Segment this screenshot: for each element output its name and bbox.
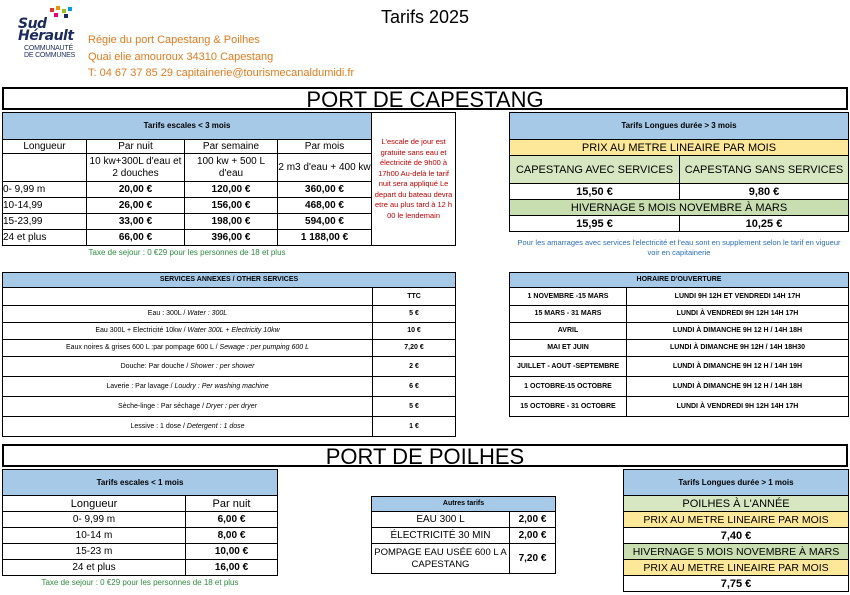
col-subheader: 100 kw + 500 L d'eau bbox=[185, 154, 278, 182]
service-price: 5 € bbox=[373, 306, 456, 323]
horaire-period: MAI ET JUIN bbox=[510, 340, 627, 357]
price-sans-services: 9,80 € bbox=[680, 184, 849, 200]
table-cell: 360,00 € bbox=[278, 182, 372, 198]
hivernage-price-avec: 15,95 € bbox=[510, 216, 680, 232]
capestang-avec-services: CAPESTANG AVEC SERVICES bbox=[510, 156, 680, 184]
logo-subtext: DE COMMUNES bbox=[24, 52, 76, 59]
table-cell: 120,00 € bbox=[185, 182, 278, 198]
col-header: Longueur bbox=[3, 140, 87, 154]
table-cell: 16,00 € bbox=[186, 560, 278, 576]
horaire-hours: LUNDI À DIMANCHE 9H 12H / 14H 18H30 bbox=[627, 340, 849, 357]
horaire-period: 1 NOVEMBRE -15 MARS bbox=[510, 288, 627, 306]
horaires-table bbox=[509, 272, 849, 417]
taxe-sejour-note: Taxe de sejour : 0 €29 pour les personnes de 18 et plus bbox=[88, 247, 286, 257]
logo-subtext: COMMUNAUTÉ bbox=[24, 45, 73, 52]
horaire-hours: LUNDI À DIMANCHE 9H 12 H / 14H 18H bbox=[627, 323, 849, 340]
escale-jour-note: L'escale de jour est gratuite sans eau et électricité de 9h00 à 17h00 Au-delà le tarif nuit sera appliqué Le depart du bateau devra etre au plus tard à 12 h 00 le lendemain bbox=[372, 113, 456, 246]
table-cell: 10,00 € bbox=[186, 544, 278, 560]
ttc-header: TTC bbox=[373, 288, 456, 306]
horaire-hours: LUNDI À VENDREDI 9H 12H 14H 17H bbox=[627, 306, 849, 323]
horaire-period: 15 MARS - 31 MARS bbox=[510, 306, 627, 323]
service-price: 6 € bbox=[373, 377, 456, 397]
service-label: Eaux noires & grises 600 L :par pompage 600 L / Sewage : per pumping 600 L bbox=[3, 340, 373, 357]
table-cell: 468,00 € bbox=[278, 198, 372, 214]
section-title-poilhes: PORT DE POILHES bbox=[2, 444, 848, 467]
table-cell: 33,00 € bbox=[87, 214, 185, 230]
col-header: Par mois bbox=[278, 140, 372, 154]
capestang-longues-table bbox=[509, 112, 849, 264]
table-cell: 66,00 € bbox=[87, 230, 185, 246]
capestang-escales-header: Tarifs escales < 3 mois bbox=[3, 113, 372, 140]
table-cell: 1 188,00 € bbox=[278, 230, 372, 246]
price-avec-services: 15,50 € bbox=[510, 184, 680, 200]
services-annexes-table bbox=[2, 272, 456, 437]
hivernage-price-sans: 10,25 € bbox=[680, 216, 849, 232]
col-subheader: 10 kw+300L d'eau et 2 douches bbox=[87, 154, 185, 182]
poilhes-annee: POILHES À L'ANNÉE bbox=[624, 496, 849, 512]
autre-label: POMPAGE EAU USÉE 600 L A CAPESTANG bbox=[372, 544, 510, 574]
table-cell: 0- 9,99 m bbox=[3, 182, 87, 198]
horaire-hours: LUNDI À VENDREDI 9H 12H 14H 17H bbox=[627, 397, 849, 417]
autres-tarifs-header: Autres tarifs bbox=[372, 497, 556, 512]
services-header: SERVICES ANNEXES / OTHER SERVICES bbox=[3, 273, 456, 288]
table-cell: 15-23,99 bbox=[3, 214, 87, 230]
service-price: 5 € bbox=[373, 397, 456, 417]
prix-metre-header: PRIX AU METRE LINEAIRE PAR MOIS bbox=[624, 512, 849, 528]
service-price: 2 € bbox=[373, 357, 456, 377]
autre-price: 2,00 € bbox=[510, 528, 556, 544]
capestang-escales-table bbox=[2, 112, 456, 260]
horaire-period: JUILLET - AOUT -SEPTEMBRE bbox=[510, 357, 627, 377]
hivernage-header: HIVERNAGE 5 MOIS NOVEMBRE À MARS bbox=[624, 544, 849, 560]
section-title-capestang: PORT DE CAPESTANG bbox=[2, 87, 848, 110]
poilhes-escales-table bbox=[2, 469, 278, 590]
table-cell: 594,00 € bbox=[278, 214, 372, 230]
table-cell: 15-23 m bbox=[3, 544, 186, 560]
poilhes-hivernage-price: 7,75 € bbox=[624, 576, 849, 592]
poilhes-longues-table bbox=[623, 469, 849, 592]
contact-line-2: Quai elie amouroux 34310 Capestang bbox=[88, 51, 274, 63]
service-label: Douche: Par douche / Shower : per shower bbox=[3, 357, 373, 377]
table-cell: 24 et plus bbox=[3, 230, 87, 246]
hivernage-header: HIVERNAGE 5 MOIS NOVEMBRE À MARS bbox=[510, 200, 849, 216]
table-cell: 24 et plus bbox=[3, 560, 186, 576]
table-cell: 396,00 € bbox=[185, 230, 278, 246]
taxe-sejour-note: Taxe de sejour : 0 €29 pour les personnes de 18 et plus bbox=[41, 577, 239, 587]
table-cell: 10-14,99 bbox=[3, 198, 87, 214]
autre-price: 7,20 € bbox=[510, 544, 556, 574]
capestang-sans-services: CAPESTANG SANS SERVICES bbox=[680, 156, 849, 184]
table-cell: 10-14 m bbox=[3, 528, 186, 544]
col-subheader bbox=[3, 154, 87, 182]
col-header: Longueur bbox=[3, 496, 186, 512]
horaire-hours: LUNDI À DIMANCHE 9H 12 H / 14H 19H bbox=[627, 357, 849, 377]
poilhes-longues-header: Tarifs Longues durée > 1 mois bbox=[624, 470, 849, 496]
service-label: Laverie : Par lavage / Loudry : Per washing machine bbox=[3, 377, 373, 397]
poilhes-annee-price: 7,40 € bbox=[624, 528, 849, 544]
autre-price: 2,00 € bbox=[510, 512, 556, 528]
document-title: Tarifs 2025 bbox=[380, 7, 470, 27]
horaire-hours: LUNDI 9H 12H ET VENDREDI 14H 17H bbox=[627, 288, 849, 306]
col-subheader: 2 m3 d'eau + 400 kw bbox=[278, 154, 372, 182]
col-header: Par semaine bbox=[185, 140, 278, 154]
table-cell: 198,00 € bbox=[185, 214, 278, 230]
service-label: Eau : 300L / Water : 300L bbox=[3, 306, 373, 323]
amarrage-note: Pour les amarrages avec services l'electricité et l'eau sont en supplement selon le tarif en vigueur voir en capitainerie bbox=[517, 237, 841, 257]
prix-metre-header: PRIX AU METRE LINEAIRE PAR MOIS bbox=[624, 560, 849, 576]
horaires-header: HORAIRE D'OUVERTURE bbox=[510, 273, 849, 288]
service-label: Lessive : 1 dose / Detergent : 1 dose bbox=[3, 417, 373, 437]
autre-label: EAU 300 L bbox=[372, 512, 510, 528]
logo-text-sud: Sud bbox=[18, 16, 47, 32]
horaire-period: 1 OCTOBRE-15 OCTOBRE bbox=[510, 377, 627, 397]
table-cell: 156,00 € bbox=[185, 198, 278, 214]
horaire-hours: LUNDI À DIMANCHE 9H 12 H / 14H 18H bbox=[627, 377, 849, 397]
prix-metre-header: PRIX AU METRE LINEAIRE PAR MOIS bbox=[510, 140, 849, 156]
table-cell: 20,00 € bbox=[87, 182, 185, 198]
table-cell: 6,00 € bbox=[186, 512, 278, 528]
service-price: 7,20 € bbox=[373, 340, 456, 357]
horaire-period: 15 OCTOBRE - 31 OCTOBRE bbox=[510, 397, 627, 417]
service-label: Eau 300L + Electricité 10kw / Water 300L + Electricity 10kw bbox=[3, 323, 373, 340]
capestang-longues-header: Tarifs Longues durée > 3 mois bbox=[510, 113, 849, 140]
col-header: Par nuit bbox=[186, 496, 278, 512]
table-cell: 26,00 € bbox=[87, 198, 185, 214]
contact-line-1: Régie du port Capestang & Poilhes bbox=[88, 34, 260, 46]
contact-line-3: T: 04 67 37 85 29 capitainerie@tourismecanaldumidi.fr bbox=[88, 67, 355, 79]
horaire-period: AVRIL bbox=[510, 323, 627, 340]
poilhes-escales-header: Tarifs escales < 1 mois bbox=[3, 470, 278, 496]
autre-label: ÉLECTRICITÉ 30 MIN bbox=[372, 528, 510, 544]
table-cell: 0- 9,99 m bbox=[3, 512, 186, 528]
service-price: 1 € bbox=[373, 417, 456, 437]
logo-text-herault: Hérault bbox=[18, 28, 74, 44]
service-label: Sèche-linge : Par séchage / Dryer : per dryer bbox=[3, 397, 373, 417]
table-cell: 8,00 € bbox=[186, 528, 278, 544]
col-header: Par nuit bbox=[87, 140, 185, 154]
service-price: 10 € bbox=[373, 323, 456, 340]
autres-tarifs-table bbox=[371, 496, 556, 574]
